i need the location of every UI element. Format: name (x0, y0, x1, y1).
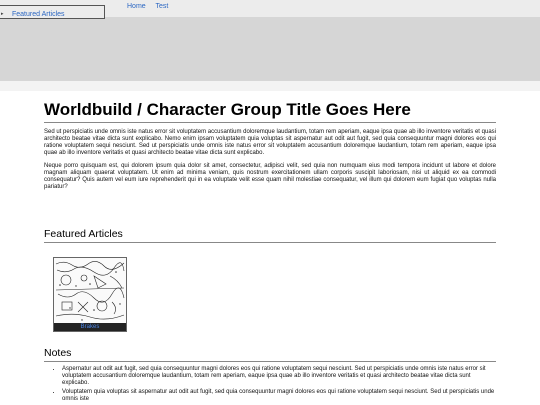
notes-heading: Notes (44, 347, 496, 362)
main-content (44, 96, 496, 191)
menu-icon: ▸ (1, 11, 4, 17)
page-title: Worldbuild / Character Group Title Goes Here (44, 100, 496, 123)
notes-section (44, 347, 496, 405)
nav-link-test[interactable]: Test (155, 3, 169, 10)
featured-article-caption[interactable]: Brakes (54, 323, 126, 331)
featured-article-card[interactable] (53, 257, 127, 332)
intro-paragraph-2: Neque porro quisquam est, qui dolorem ipsum quia dolor sit amet, consectetur, adipisci velit, sed quia non numquam eius modi tempora incidunt ut labore et dolore magnam aliquam quaerat voluptatem. Ut enim ad minima veniam, quis nostrum exercitationem ullam corporis suscipit laboriosam, nisi ut aliquid ex ea commodi consequatur? Quis autem vel eum iure reprehenderit qui in ea voluptate velit esse quam nihil molestiae consequatur, vel illum qui dolorem eum fugiat quo voluptas nulla pariatur? (44, 163, 496, 190)
featured-articles-heading: Featured Articles (44, 228, 496, 243)
list-item: • Aspernatur aut odit aut fugit, sed quia consequuntur magni dolores eos qui ratione voluptatem sequi nesciunt. Sed ut perspiciatis unde omnis iste natus error sit voluptatem accusantium doloremque laudantium, totam rem aperiam, eaque ipsa quae ab illo inventore veritatis et quasi architecto beatae vitae dicta sunt explicabo. (62, 366, 496, 387)
featured-articles-section (44, 228, 496, 243)
list-item: • Voluptatem quia voluptas sit aspernatur aut odit aut fugit, sed quia consequuntur magni dolores eos qui ratione voluptatem sequi nesciunt. Sed ut perspiciatis unde omnis iste (62, 389, 496, 403)
intro-paragraph-1: Sed ut perspiciatis unde omnis iste natus error sit voluptatem accusantium doloremque laudantium, totam rem aperiam, eaque ipsa quae ab illo inventore veritatis et quasi architecto beatae vitae dicta sunt explicabo. Nemo enim ipsam voluptatem quia voluptas sit aspernatur aut odit aut fugit, sed quia consequuntur magni dolores eos qui ratione voluptatem sequi nesciunt. Sed ut perspiciatis unde omnis iste natus error sit voluptatem accusantium doloremque laudantium, totam rem aperiam, eaque ipsa quae ab illo inventore veritatis et quasi architecto beatae vitae dicta sunt explicabo. (44, 129, 496, 156)
nav-link-home[interactable]: Home (127, 3, 146, 10)
dropdown-label: Featured Articles (12, 11, 65, 18)
featured-articles-dropdown[interactable] (0, 5, 105, 19)
top-nav-links (127, 3, 176, 10)
featured-article-image (54, 258, 126, 323)
header-shadow (0, 81, 540, 91)
notes-list (44, 366, 496, 403)
